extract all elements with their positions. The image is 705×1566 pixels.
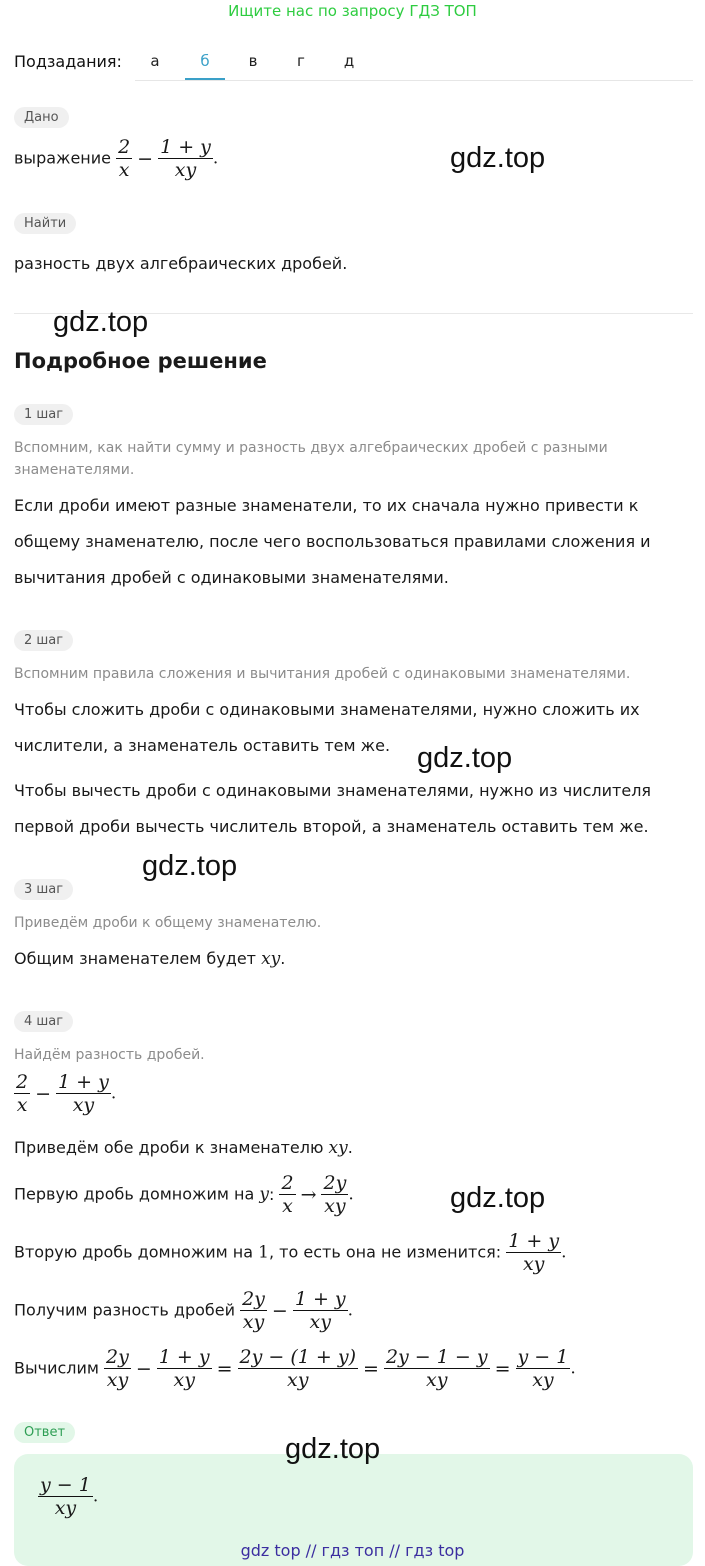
math-fraction: $\frac{1 + y}{xy}$ bbox=[158, 1346, 210, 1391]
watermark: gdz.top bbox=[285, 1433, 381, 1465]
watermark: gdz.top bbox=[142, 850, 238, 882]
footer-links[interactable]: gdz top // гдз топ // гдз top bbox=[240, 1541, 465, 1560]
given-frac2: $\frac{1 + y}{xy}$ bbox=[160, 136, 211, 181]
step-badge: 1 шаг bbox=[14, 404, 73, 425]
watermark: gdz.top bbox=[417, 742, 513, 774]
math-fraction: $\frac{y - 1}{xy}$ bbox=[517, 1346, 569, 1391]
step-text-line: Если дроби имеют разные знаменатели, то их сначала нужно привести к bbox=[14, 496, 639, 515]
given-frac1: $\frac{2}{x}$ bbox=[118, 136, 131, 181]
math-fraction: $\frac{1 + y}{xy}$ bbox=[294, 1288, 346, 1333]
search-promo-link[interactable]: Ищите нас по запросу ГДЗ ТОП bbox=[228, 2, 477, 20]
math-fraction: $\frac{1 + y}{xy}$ bbox=[58, 1071, 109, 1116]
step-text-line: общему знаменателю, после чего воспользоваться правилами сложения и bbox=[14, 532, 651, 551]
subtasks-label: Подзадания: bbox=[14, 52, 122, 71]
step-badge: 3 шаг bbox=[14, 879, 73, 900]
math-fraction: $\frac{2y}{xy}$ bbox=[323, 1172, 347, 1217]
step-text-line: вычитания дробей с одинаковыми знаменателями. bbox=[14, 568, 449, 587]
math-fraction: $\frac{2y - 1 - y}{xy}$ bbox=[385, 1346, 488, 1391]
step-text-line: первой дроби вычесть числитель второй, а знаменатель оставить тем же. bbox=[14, 817, 649, 836]
given-expression: выражение $\frac{2}{x}$ − $\frac{1 + y}{xy}$ . bbox=[14, 136, 219, 181]
given-prefix: выражение bbox=[14, 148, 111, 168]
math-fraction: $\frac{y - 1}{xy}$ bbox=[40, 1474, 91, 1519]
step-hint: Найдём разность дробей. bbox=[14, 1047, 205, 1063]
find-text: разность двух алгебраических дробей. bbox=[14, 254, 348, 273]
watermark: gdz.top bbox=[450, 142, 546, 174]
math-fraction: $\frac{1 + y}{xy}$ bbox=[508, 1230, 560, 1275]
step-text-line: Приведём обе дроби к знаменателю xy. bbox=[14, 1138, 353, 1158]
find-badge: Найти bbox=[14, 213, 76, 234]
step-text-line: Получим разность дробей $\frac{2y}{xy}$ − $\frac{1 + y}{xy}$ . bbox=[14, 1288, 354, 1333]
step-hint: Вспомним, как найти сумму и разность двух алгебраических дробей с разными знаменателями. bbox=[14, 440, 608, 478]
math-fraction: $\frac{2}{x}$ bbox=[281, 1172, 294, 1217]
watermark: gdz.top bbox=[450, 1182, 546, 1214]
answer-formula: $\frac{y - 1}{xy}$ . bbox=[40, 1474, 99, 1519]
step-text-line: Чтобы вычесть дроби с одинаковыми знаменателями, нужно из числителя bbox=[14, 781, 652, 800]
step-text-line: Чтобы сложить дроби с одинаковыми знаменателями, нужно сложить их bbox=[14, 700, 640, 719]
math-fraction: $\frac{2}{x}$ bbox=[16, 1071, 29, 1116]
step-text-line: Вторую дробь домножим на 1, то есть она не изменится: $\frac{1 + y}{xy}$ . bbox=[14, 1230, 567, 1275]
subtask-tabs bbox=[135, 40, 693, 81]
step-text-line: Вычислим $\frac{2y}{xy}$ − $\frac{1 + y}{xy}$ = $\frac{2y - (1 + y)}{xy}$ = $\frac{2y - 1 - y}{xy}$ = $\frac{y - 1}{xy}$ . bbox=[14, 1346, 576, 1391]
tab-a[interactable]: а bbox=[150, 52, 160, 70]
arrow-icon: → bbox=[300, 1183, 317, 1206]
tab-d[interactable]: д bbox=[343, 52, 355, 70]
math-fraction: $\frac{2y}{xy}$ bbox=[106, 1346, 129, 1391]
step-hint: Приведём дроби к общему знаменателю. bbox=[14, 915, 322, 931]
formula-difference: $\frac{2}{x}$ − $\frac{1 + y}{xy}$ . bbox=[16, 1071, 117, 1116]
watermark: gdz.top bbox=[53, 306, 149, 338]
tab-v[interactable]: в bbox=[248, 52, 258, 70]
step-badge: 2 шаг bbox=[14, 630, 73, 651]
math-fraction: $\frac{2y}{xy}$ bbox=[242, 1288, 265, 1333]
given-badge: Дано bbox=[14, 107, 69, 128]
tab-b[interactable]: б bbox=[200, 52, 210, 70]
step-badge: 4 шаг bbox=[14, 1011, 73, 1032]
step-text-line: Общим знаменателем будет xy. bbox=[14, 949, 286, 969]
active-tab-indicator bbox=[185, 78, 225, 80]
answer-badge: Ответ bbox=[14, 1422, 75, 1443]
step-text-line: Первую дробь домножим на y: $\frac{2}{x}$ → $\frac{2y}{xy}$ . bbox=[14, 1172, 354, 1217]
step-text-line: числители, а знаменатель оставить тем же. bbox=[14, 736, 391, 755]
math-fraction: $\frac{2y - (1 + y)}{xy}$ bbox=[239, 1346, 357, 1391]
solution-heading: Подробное решение bbox=[14, 349, 267, 373]
tab-g[interactable]: г bbox=[297, 52, 305, 70]
step-hint: Вспомним правила сложения и вычитания дробей с одинаковыми знаменателями. bbox=[14, 666, 631, 682]
